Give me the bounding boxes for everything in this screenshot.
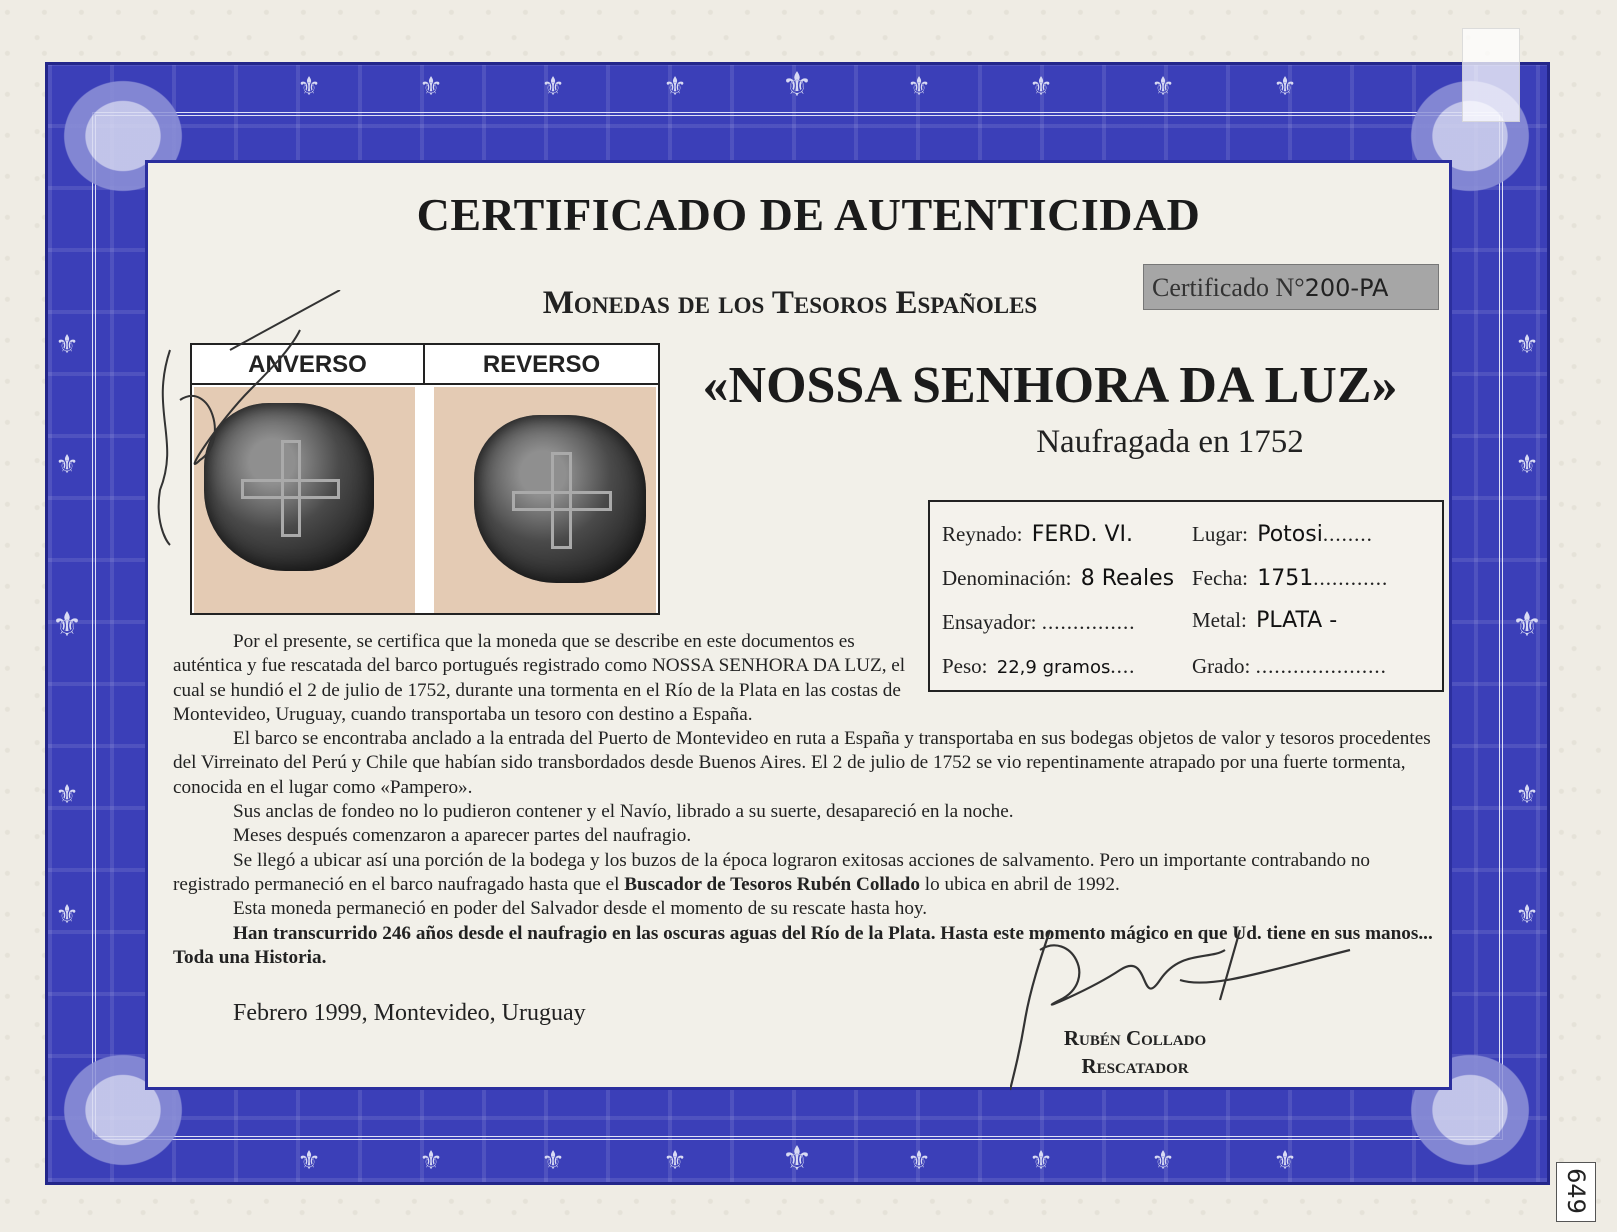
text-run-bold: Han transcurrido 246 años desde el naufragio en las oscuras aguas del Río de la Plata. Hasta este momento mágico en que Ud. tiene en sus manos... Toda una Historia. <box>173 922 1433 968</box>
weight-value: 22,9 gramos <box>996 657 1111 678</box>
date-row: Fecha: 1751............ <box>1192 566 1389 591</box>
fleur-icon: ⚜ <box>1151 1146 1175 1176</box>
paragraph: El barco se encontraba anclado a la entrada del Puerto de Montevideo en ruta a España y transportaba en sus bodegas objetos de valor y tesoros procedentes del Virreinato del Perú y Chile que habían sido transbordados desde Buenos Aires. El 2 de julio de 1752 se vio repentinamente atrapado por una fuerte tormenta, conocida en el lugar como «Pampero». <box>173 728 1431 798</box>
grade-label: Grado: <box>1192 654 1251 678</box>
coin-image <box>474 415 646 583</box>
fleur-icon: ⚜ <box>541 1146 565 1176</box>
certificate-title: CERTIFICADO DE AUTENTICIDAD <box>416 189 1201 240</box>
weight-row: Peso: 22,9 gramos.... <box>942 654 1136 678</box>
date-place-line: Febrero 1999, Montevideo, Uruguay <box>233 1000 586 1026</box>
tape-strip <box>1462 28 1520 122</box>
page-number: 649 <box>1562 1168 1590 1214</box>
fleur-icon: ⚜ <box>1029 72 1053 102</box>
certificate-number-value: 200-PA <box>1304 274 1389 302</box>
fleur-icon: ⚜ <box>55 900 79 930</box>
fleur-icon: ⚜ <box>907 1146 931 1176</box>
paragraph: Meses después comenzaron a aparecer partes del naufragio. <box>233 825 692 847</box>
signer-name: Rubén Collado <box>1063 1026 1207 1050</box>
fleur-icon: ⚜ <box>907 72 931 102</box>
fleur-icon: ⚜ <box>781 1139 813 1179</box>
certificate-number-badge <box>1143 264 1439 310</box>
fleur-icon: ⚜ <box>1029 1146 1053 1176</box>
fleur-icon: ⚜ <box>1515 900 1539 930</box>
fleur-icon: ⚜ <box>1151 72 1175 102</box>
place-label: Lugar: <box>1192 522 1248 546</box>
fleur-icon: ⚜ <box>1511 605 1543 645</box>
date-value: 1751 <box>1257 566 1314 591</box>
fleur-icon: ⚜ <box>1515 330 1539 360</box>
fleur-icon: ⚜ <box>55 330 79 360</box>
denomination-row <box>942 566 1174 591</box>
fleur-icon: ⚜ <box>1515 780 1539 810</box>
fleur-icon: ⚜ <box>55 450 79 480</box>
assayer-label: Ensayador: <box>942 610 1037 634</box>
obverse-label: ANVERSO <box>192 345 425 385</box>
paragraph: Por el presente, se certifica que la moneda que se describe en este documentos es auténtica y fue rescatada del barco portugués registrado como NOSSA SENHORA DA LUZ, el cual se hundió el 2 de julio de 1752, durante una tormenta en el Río de la Plata en las costas de Montevideo, Uruguay, cuando transportaba un tesoro con destino a España. <box>173 631 906 725</box>
fleur-icon: ⚜ <box>297 72 321 102</box>
paragraph-bold <box>173 922 1433 971</box>
reign-value: FERD. VI. <box>1031 522 1134 547</box>
date-label: Fecha: <box>1192 566 1248 590</box>
signer-role: Rescatador <box>1081 1054 1189 1078</box>
shipwreck-date: Naufragada en 1752 <box>1036 424 1304 460</box>
reverse-label: REVERSO <box>425 345 658 385</box>
fleur-icon: ⚜ <box>1515 450 1539 480</box>
coin-photo-panel <box>190 343 660 615</box>
certificate-text <box>173 630 1433 970</box>
fleur-icon: ⚜ <box>419 1146 443 1176</box>
fleur-icon: ⚜ <box>51 605 83 645</box>
reign-row <box>942 522 1133 547</box>
reign-label: Reynado: <box>942 522 1023 546</box>
signer-block <box>1040 1024 1230 1080</box>
place-value: Potosi <box>1257 522 1323 547</box>
fleur-icon: ⚜ <box>1273 1146 1297 1176</box>
fleur-icon: ⚜ <box>663 72 687 102</box>
metal-label: Metal: <box>1192 608 1247 632</box>
fleur-icon: ⚜ <box>419 72 443 102</box>
fleur-icon: ⚜ <box>1273 72 1297 102</box>
fleur-icon: ⚜ <box>663 1146 687 1176</box>
paragraph <box>173 849 1433 898</box>
fleur-icon: ⚜ <box>781 65 813 105</box>
grade-row: Grado: ..................... <box>1192 654 1387 678</box>
fleur-icon: ⚜ <box>55 780 79 810</box>
weight-label: Peso: <box>942 654 988 678</box>
obverse-photo <box>194 387 415 613</box>
ship-name: «NOSSA SENHORA DA LUZ» <box>702 357 1398 414</box>
assayer-row: Ensayador: ............... <box>942 610 1136 634</box>
page-number-box <box>1556 1162 1596 1222</box>
certificate-number-label: Certificado N° <box>1152 273 1305 302</box>
reverse-photo <box>434 387 656 613</box>
metal-value: PLATA - <box>1256 608 1338 633</box>
place-row: Lugar: Potosi........ <box>1192 522 1373 547</box>
coin-image <box>204 403 374 571</box>
text-run: Se llegó a ubicar así una porción de la bodega y los buzos de la época lograron exitosas acciones de salvamento. Pero un importante contrabando no registrado permaneció en el barco naufragado hasta que el <box>173 849 1371 895</box>
denomination-value: 8 Reales <box>1080 566 1175 591</box>
paragraph: Sus anclas de fondeo no lo pudieron contener y el Navío, librado a su suerte, desapareció en la noche. <box>233 801 1014 823</box>
paragraph: Esta moneda permaneció en poder del Salvador desde el momento de su rescate hasta hoy. <box>233 898 928 920</box>
certificate-subtitle: Monedas de los Tesoros Españoles <box>542 285 1038 321</box>
fleur-icon: ⚜ <box>541 72 565 102</box>
fleur-icon: ⚜ <box>297 1146 321 1176</box>
text-run-bold: Buscador de Tesoros Rubén Collado <box>624 873 920 895</box>
text-run: lo ubica en abril de 1992. <box>919 873 1120 895</box>
denomination-label: Denominación: <box>942 566 1072 590</box>
